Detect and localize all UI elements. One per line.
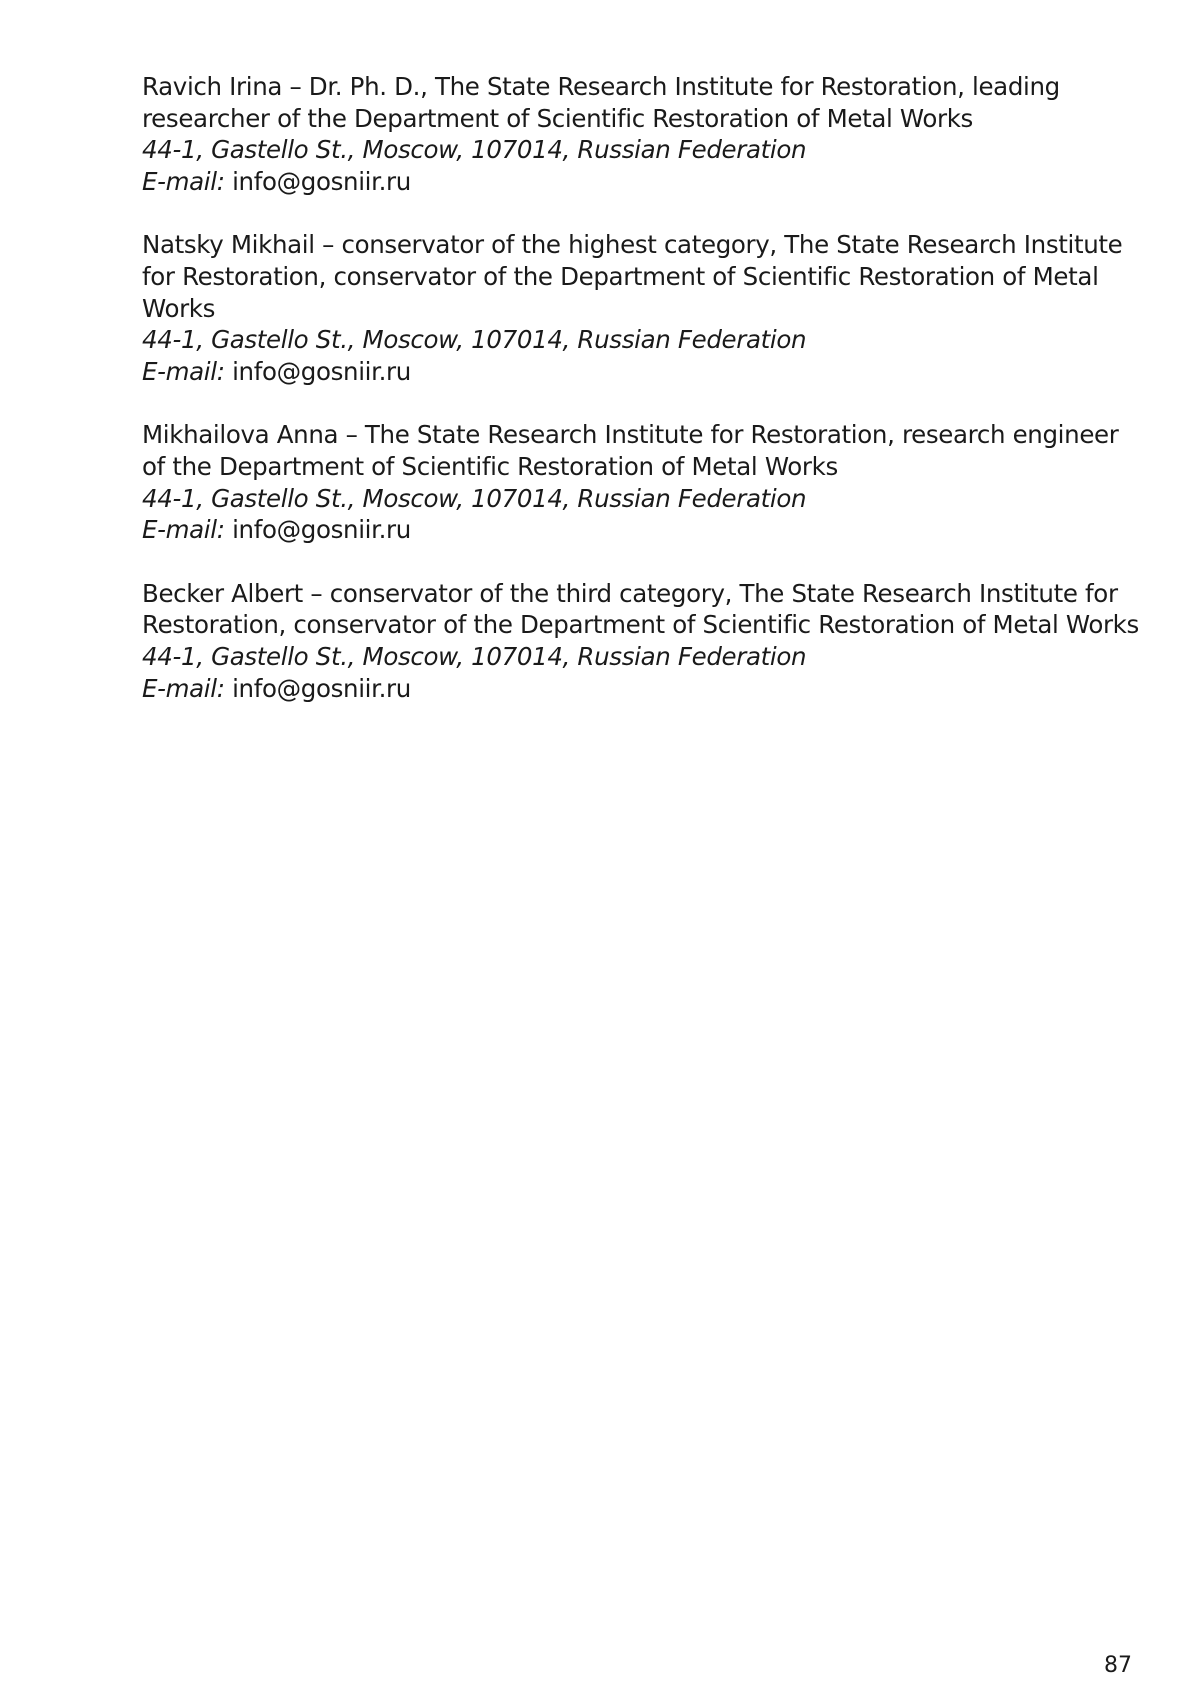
author-bio: Ravich Irina – Dr. Ph. D., The State Research Institute for Restoration, leading researcher of the Department of Scientific Restoration of Metal Works bbox=[142, 72, 1060, 133]
author-bio: Mikhailova Anna – The State Research Institute for Restoration, research engineer of the Department of Scientific Restoration of Metal Works bbox=[142, 420, 1119, 481]
email-label: E-mail: bbox=[142, 356, 225, 386]
author-address: 44-1, Gastello St., Moscow, 107014, Russian Federation bbox=[142, 641, 807, 671]
author-email-line bbox=[142, 166, 1142, 198]
author-email-line bbox=[142, 514, 1142, 546]
author-address: 44-1, Gastello St., Moscow, 107014, Russian Federation bbox=[142, 483, 807, 513]
author-email: info@gosniir.ru bbox=[232, 166, 411, 196]
author-email: info@gosniir.ru bbox=[232, 673, 411, 703]
email-label: E-mail: bbox=[142, 166, 225, 196]
author-email-line bbox=[142, 673, 1142, 705]
author-email: info@gosniir.ru bbox=[232, 515, 411, 545]
email-label: E-mail: bbox=[142, 515, 225, 545]
author-email: info@gosniir.ru bbox=[232, 356, 411, 386]
author-address: 44-1, Gastello St., Moscow, 107014, Russian Federation bbox=[142, 135, 807, 165]
author-bio: Natsky Mikhail – conservator of the highest category, The State Research Institute for Restoration, conservator of the Department of Scientific Restoration of Metal Works bbox=[142, 230, 1123, 323]
author-list bbox=[142, 71, 1142, 736]
author-address: 44-1, Gastello St., Moscow, 107014, Russian Federation bbox=[142, 325, 807, 355]
author-entry bbox=[142, 578, 1142, 704]
author-bio: Becker Albert – conservator of the third category, The State Research Institute for Restoration, conservator of the Department of Scientific Restoration of Metal Works bbox=[142, 578, 1139, 640]
author-entry bbox=[142, 71, 1142, 197]
author-entry bbox=[142, 419, 1142, 545]
author-email-line bbox=[142, 356, 1142, 388]
author-entry bbox=[142, 229, 1142, 387]
page-number: 87 bbox=[1104, 1653, 1132, 1678]
email-label: E-mail: bbox=[142, 673, 225, 703]
